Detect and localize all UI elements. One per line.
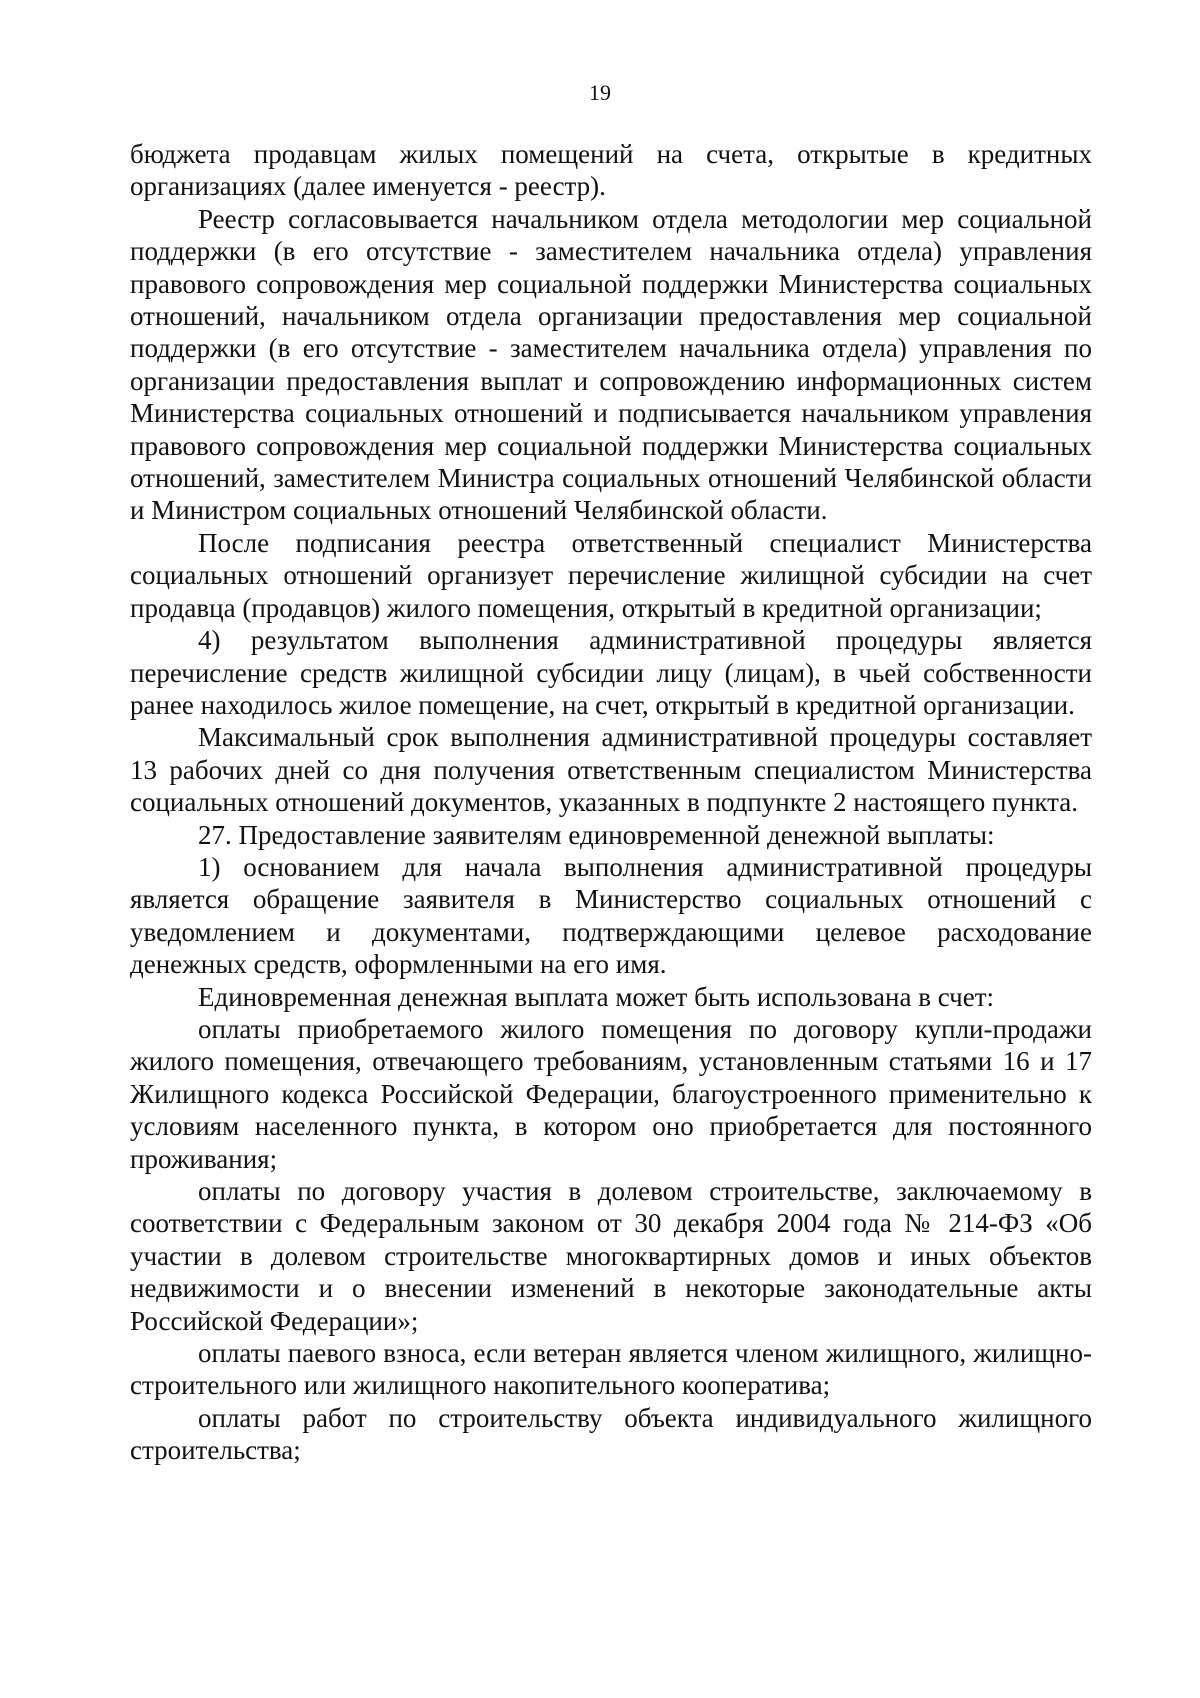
paragraph-after-signing: После подписания реестра ответственный специалист Министерства социальных отношений организует перечисление жилищной субсидии на счет продавца (продавцов) жилого помещения, открытый в кредитной организации; <box>130 527 1092 623</box>
document-body <box>130 138 1092 1467</box>
paragraph-registry-approval: Реестр согласовывается начальником отдела методологии мер социальной поддержки (в его отсутствие - заместителем начальника отдела) управления правового сопровождения мер социальной поддержки Министерства социальных отношений, начальником отдела организации предоставления мер социальной поддержки (в его отсутствие - заместителем начальника отдела) управления по организации предоставления выплат и сопровождению информационных систем Министерства социальных отношений и подписывается начальником управления правового сопровождения мер социальной поддержки Министерства социальных отношений, заместителем Министра социальных отношений Челябинской области и Министром социальных отношений Челябинской области. <box>130 203 1092 526</box>
paragraph-result-item-4: 4) результатом выполнения административной процедуры является перечисление средств жилищной субсидии лицу (лицам), в чьей собственности ранее находилось жилое помещение, на счет, открытый в кредитной организации. <box>130 625 1092 720</box>
paragraph-basis-item-1: 1) основанием для начала выполнения административной процедуры является обращение заявителя в Министерство социальных отношений с уведомлением и документами, подтверждающими целевое расходование денежных средств, оформленными на его имя. <box>130 851 1092 980</box>
list-item-individual-construction: оплаты работ по строительству объекта индивидуального жилищного строительства; <box>130 1402 1092 1466</box>
page-number: 19 <box>589 80 611 105</box>
paragraph-payment-usage: Единовременная денежная выплата может быть использована в счет: <box>198 981 995 1012</box>
paragraph-section-27: 27. Предоставление заявителям единовременной денежной выплаты: <box>198 819 995 850</box>
list-item-share-contribution: оплаты паевого взноса, если ветеран является членом жилищного, жилищно-строительного или жилищного накопительного кооператива; <box>130 1338 1092 1401</box>
paragraph-registry-continuation: бюджета продавцам жилых помещений на счета, открытые в кредитных организациях (далее именуется - реестр). <box>130 139 1092 202</box>
paragraph-max-term: Максимальный срок выполнения административной процедуры составляет 13 рабочих дней со дня получения ответственным специалистом Министерства социальных отношений документов, указанных в подпункте 2 настоящего пункта. <box>130 722 1092 818</box>
list-item-shared-construction: оплаты по договору участия в долевом строительстве, заключаемому в соответствии с Федеральным законом от 30 декабря 2004 года № 214-ФЗ «Об участии в долевом строительстве многоквартирных домов и иных объектов недвижимости и о внесении изменений в некоторые законодательные акты Российской Федерации»; <box>130 1176 1092 1336</box>
list-item-purchase-payment: оплаты приобретаемого жилого помещения по договору купли-продажи жилого помещения, отвечающего требованиям, установленным статьями 16 и 17 Жилищного кодекса Российской Федерации, благоустроенного применительно к условиям населенного пункта, в котором оно приобретается для постоянного проживания; <box>130 1013 1092 1174</box>
